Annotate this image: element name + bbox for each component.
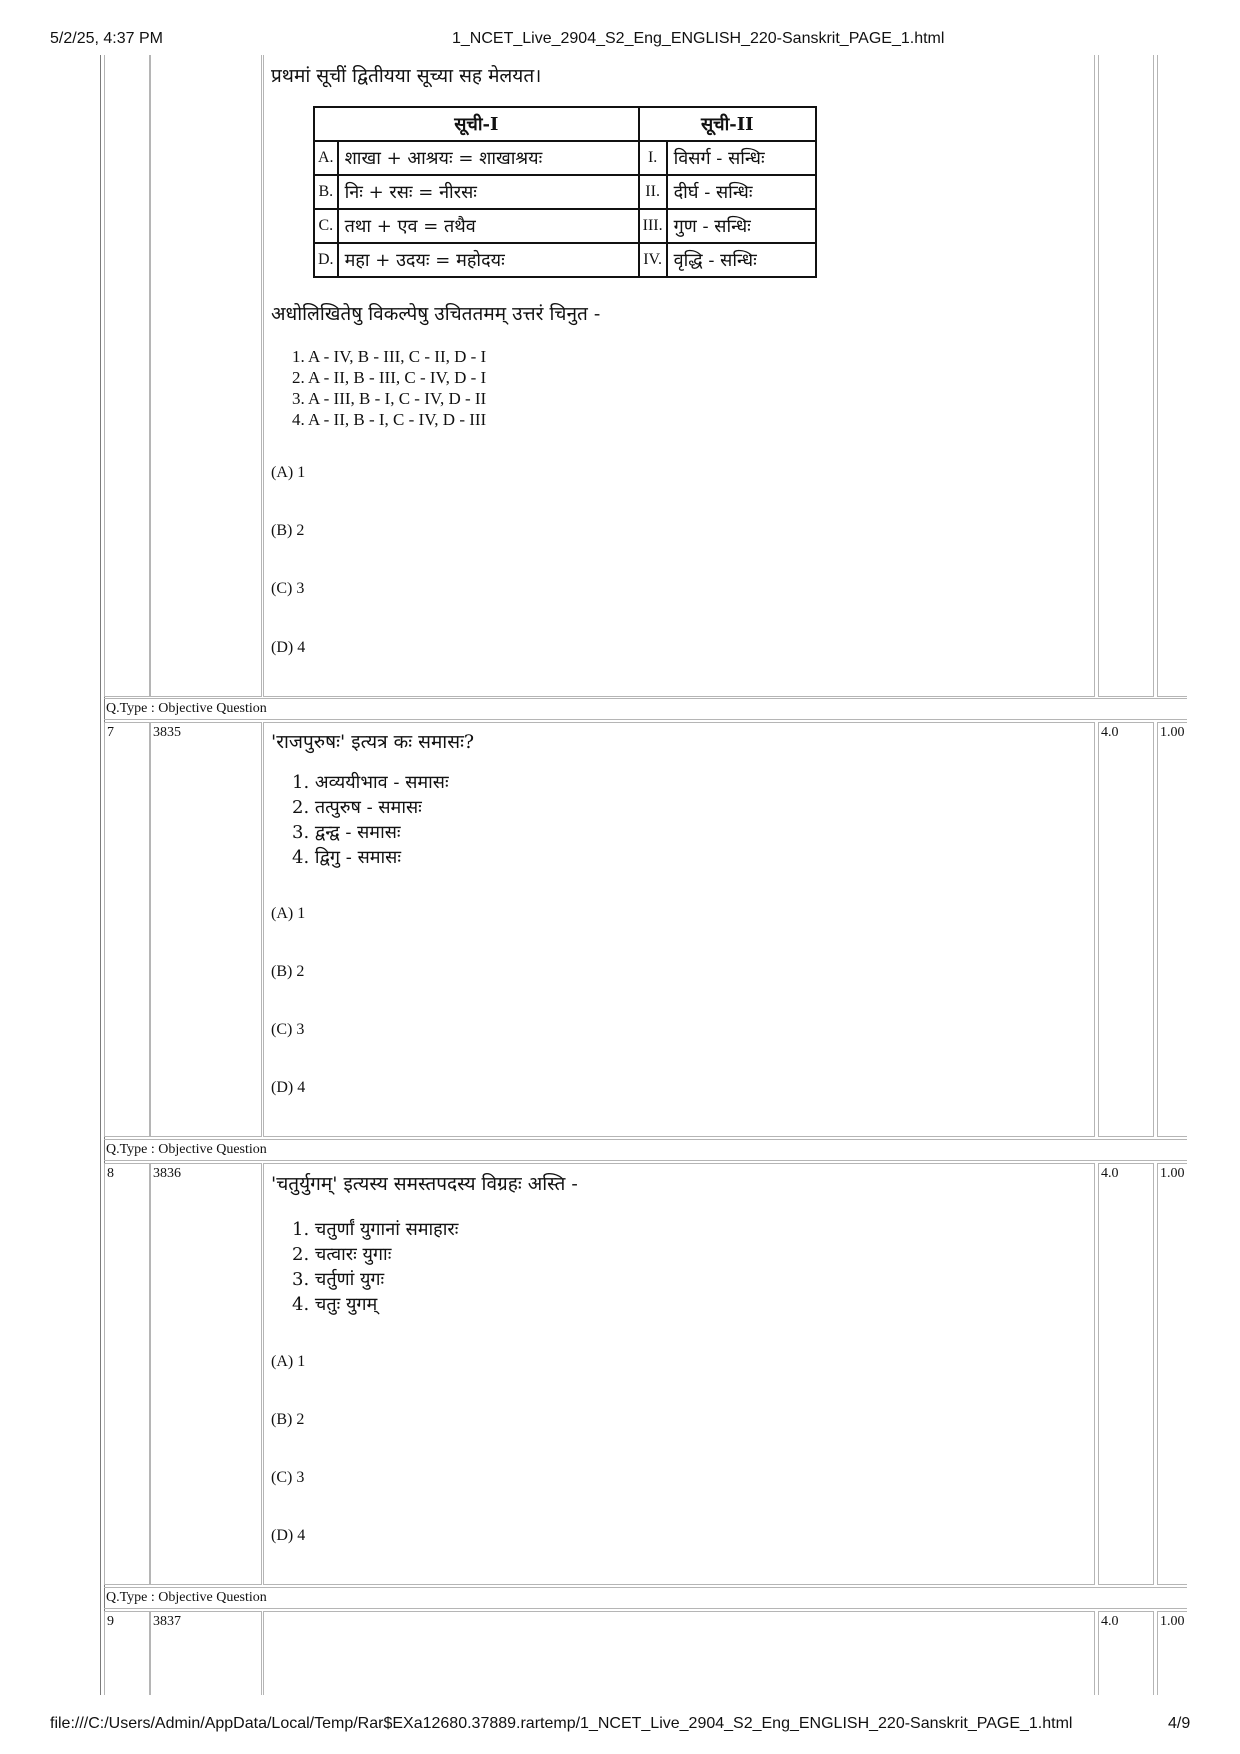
q7-options-list	[292, 770, 449, 870]
q7-col-no	[104, 722, 150, 1137]
q9-number: 9	[107, 1614, 114, 1629]
print-title: 1_NCET_Live_2904_S2_Eng_ENGLISH_220-Sanskrit_PAGE_1.html	[452, 30, 945, 47]
page-table-left-border	[100, 55, 101, 1695]
option-item: 3. चर्तुणां युगः	[292, 1269, 385, 1290]
q7-qtype: Q.Type : Objective Question	[106, 1142, 267, 1157]
option-item: 2. तत्पुरुष - समासः	[292, 797, 422, 818]
match-value: वृद्धि - सन्धिः	[667, 243, 816, 277]
match-value: शाखा + आश्रयः = शाखाश्रयः	[338, 141, 639, 175]
option-item: 3. A - III, B - I, C - IV, D - II	[292, 389, 487, 408]
qtype-rule	[104, 719, 1187, 720]
q8-prompt: 'चतुर्युगम्' इत्यस्य समस्तपदस्य विग्रहः अस्ति -	[271, 1173, 578, 1195]
option-item: 4. द्विगु - समासः	[292, 847, 401, 868]
q6-options-list	[292, 346, 486, 430]
match-key: I.	[639, 141, 667, 175]
match-value: विसर्ग - सन्धिः	[667, 141, 816, 175]
q8-col-id	[150, 1163, 262, 1585]
q7-answer-b: (B) 2	[271, 963, 305, 980]
q6-col-neg	[1157, 55, 1187, 697]
match-col2-header: सूची-II	[639, 107, 816, 141]
q6-answer-a: (A) 1	[271, 464, 306, 481]
option-item: 1. चतुर्णां युगानां समाहारः	[292, 1219, 459, 1240]
q7-id: 3835	[153, 725, 181, 740]
q8-col-neg	[1157, 1163, 1187, 1585]
print-file-path: file:///C:/Users/Admin/AppData/Local/Temp/Rar$EXa12680.37889.rartemp/1_NCET_Live_2904_S2_Eng_ENGLISH_220-Sanskrit_PAGE_1.html	[50, 1715, 1073, 1732]
print-page-number: 4/9	[1168, 1715, 1191, 1732]
match-key: III.	[639, 209, 667, 243]
qtype-rule	[104, 1608, 1187, 1609]
option-item: 1. अव्ययीभाव - समासः	[292, 772, 449, 793]
match-key: A.	[314, 141, 338, 175]
match-value: गुण - सन्धिः	[667, 209, 816, 243]
q7-prompt: 'राजपुरुषः' इत्यत्र कः समासः?	[271, 731, 475, 753]
match-key: D.	[314, 243, 338, 277]
q9-negative-marks: 1.00	[1160, 1614, 1185, 1629]
match-row	[314, 141, 816, 175]
q8-answer-b: (B) 2	[271, 1411, 305, 1428]
q8-answer-a: (A) 1	[271, 1353, 306, 1370]
q8-number: 8	[107, 1166, 114, 1181]
q6-answer-d: (D) 4	[271, 639, 306, 656]
q7-col-marks	[1098, 722, 1154, 1137]
print-datetime: 5/2/25, 4:37 PM	[50, 30, 163, 47]
option-item: 1. A - IV, B - III, C - II, D - I	[292, 347, 487, 366]
q9-marks: 4.0	[1101, 1614, 1119, 1629]
match-col1-header: सूची-I	[314, 107, 639, 141]
q7-answer-d: (D) 4	[271, 1079, 306, 1096]
q7-answer-a: (A) 1	[271, 905, 306, 922]
match-row	[314, 175, 816, 209]
q6-prompt: प्रथमां सूचीं द्वितीयया सूच्या सह मेलयत।	[271, 65, 542, 87]
qtype-rule	[104, 1139, 1187, 1140]
q6-qtype: Q.Type : Objective Question	[106, 701, 267, 716]
q8-answer-d: (D) 4	[271, 1527, 306, 1544]
q6-answer-b: (B) 2	[271, 522, 305, 539]
q6-col-no	[104, 55, 150, 697]
option-item: 4. A - II, B - I, C - IV, D - III	[292, 410, 487, 429]
q9-id: 3837	[153, 1614, 181, 1629]
match-key: IV.	[639, 243, 667, 277]
q7-number: 7	[107, 725, 114, 740]
q8-negative-marks: 1.00	[1160, 1166, 1185, 1181]
match-value: तथा + एव = तथैव	[338, 209, 639, 243]
q8-options-list	[292, 1217, 458, 1317]
q7-negative-marks: 1.00	[1160, 725, 1185, 740]
q7-col-id	[150, 722, 262, 1137]
match-row	[314, 209, 816, 243]
q7-marks: 4.0	[1101, 725, 1119, 740]
option-item: 4. चतुः युगम्	[292, 1294, 378, 1315]
q6-answer-c: (C) 3	[271, 580, 305, 597]
match-row	[314, 243, 816, 277]
option-item: 2. A - II, B - III, C - IV, D - I	[292, 368, 487, 387]
match-value: महा + उदयः = महोदयः	[338, 243, 639, 277]
option-item: 2. चत्वारः युगाः	[292, 1244, 392, 1265]
q7-col-neg	[1157, 722, 1187, 1137]
q6-instruction: अधोलिखितेषु विकल्पेषु उचिततमम् उत्तरं चिनुत -	[271, 303, 601, 325]
option-item: 3. द्वन्द्व - समासः	[292, 822, 401, 843]
q8-answer-c: (C) 3	[271, 1469, 305, 1486]
q6-col-marks	[1098, 55, 1154, 697]
match-key: B.	[314, 175, 338, 209]
match-value: निः + रसः = नीरसः	[338, 175, 639, 209]
q8-qtype: Q.Type : Objective Question	[106, 1590, 267, 1605]
q8-col-marks	[1098, 1163, 1154, 1585]
q7-answer-c: (C) 3	[271, 1021, 305, 1038]
qtype-rule	[104, 1160, 1187, 1161]
qtype-rule	[104, 698, 1187, 699]
q8-col-no	[104, 1163, 150, 1585]
q6-col-id	[150, 55, 262, 697]
qtype-rule	[104, 1587, 1187, 1588]
q9-col-question	[263, 1611, 1095, 1695]
match-value: दीर्घ - सन्धिः	[667, 175, 816, 209]
q8-id: 3836	[153, 1166, 181, 1181]
match-key: C.	[314, 209, 338, 243]
match-key: II.	[639, 175, 667, 209]
match-table	[313, 106, 817, 278]
q8-marks: 4.0	[1101, 1166, 1119, 1181]
